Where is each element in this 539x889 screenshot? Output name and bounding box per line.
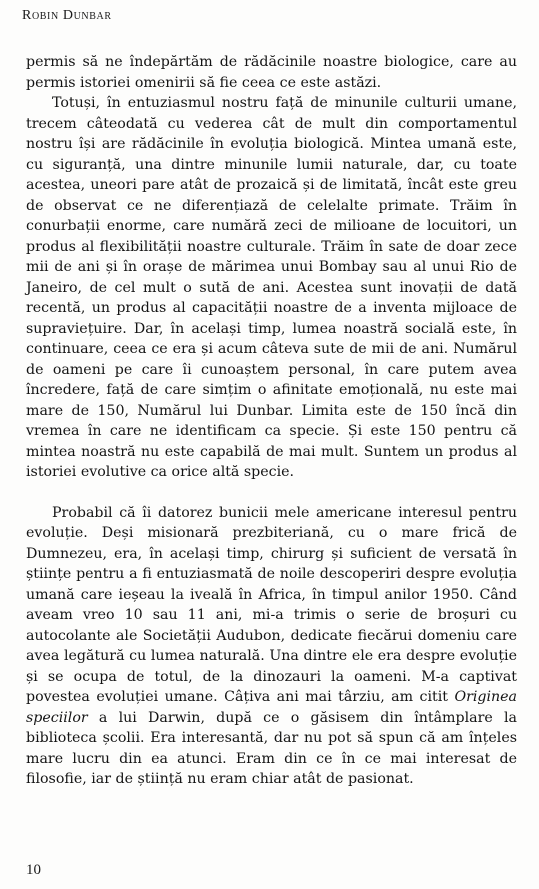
running-header-author: Robin Dunbar — [22, 8, 112, 23]
paragraph-continued — [26, 52, 517, 93]
paragraph-text: permis să ne îndepărtăm de rădăcinile noastre biologice, care au permis istoriei omenirii să fie ceea ce este astăzi. — [26, 54, 517, 91]
body-text — [26, 52, 517, 790]
paragraph-text: a lui Darwin, după ce o găsisem din întâmplare la biblioteca școlii. Era interesantă, dar nu pot să spun că am înțeles mare lucru din ea atunci. Eram din ce în ce mai interesat de filosofie, iar de știință nu eram chiar atât de pasionat. — [26, 709, 517, 787]
book-title-italic: Originea speciilor — [26, 689, 517, 726]
paragraph-dunbar-number — [26, 93, 517, 483]
paragraph-text: Totuși, în entuziasmul nostru față de minunile culturii umane, trecem câteodată cu vederea cât de mult din comportamentul nostru își are rădăcinile în evoluția biologică. Mintea umană este, cu siguranță, una dintre minunile lumii naturale, dar, cu toate acestea, uneori pare atât de prozaică și de limitată, încât este greu de observat ce ne diferențiază de celelalte primate. Trăim în conurbații enorme, care numără zeci de milioane de locuitori, un produs al flexibilității noastre culturale. Trăim în sate de doar zece mii de ani și în orașe de mărimea unui Bombay sau al unui Rio de Janeiro, de cel mult o sută de ani. Acestea sunt inovații de dată recentă, un produs al capacității noastre de a inventa mijloace de supraviețuire. Dar, în același timp, lumea noastră socială este, în continuare, ceea ce era și acum câteva sute de mii de ani. Numărul de oameni pe care îi cunoaștem personal, în care putem avea încredere, față de care simțim o afinitate emoțională, nu este mai mare de 150, Numărul lui Dunbar. Limita este de 150 încă din vremea în care ne identificam ca specie. Și este 150 pentru că mintea noastră nu este capabilă de mai mult. Suntem un produs al istoriei evolutive ca orice altă specie. — [26, 95, 517, 480]
page-number: 10 — [26, 862, 41, 878]
paragraph-grandmother-evolution — [26, 503, 517, 790]
paragraph-text: Probabil că îi datorez bunicii mele americane interesul pentru evoluție. Deși misionară prezbiteriană, cu o mare frică de Dumnezeu, era, în același timp, chirurg și suficient de versată în științe pentru a fi entuziasmată de noile descoperiri despre evoluția umană care ieșeau la iveală în Africa, în timpul anilor 1950. Când aveam vreo 10 sau 11 ani, mi-a trimis o serie de broșuri cu autocolante ale Societății Audubon, dedicate fiecărui domeniu care avea legătură cu lumea naturală. Una dintre ele era despre evoluție și se ocupa de totul, de la dinozauri la oameni. M-a captivat povestea evoluției umane. Câțiva ani mai târziu, am citit — [26, 504, 517, 705]
